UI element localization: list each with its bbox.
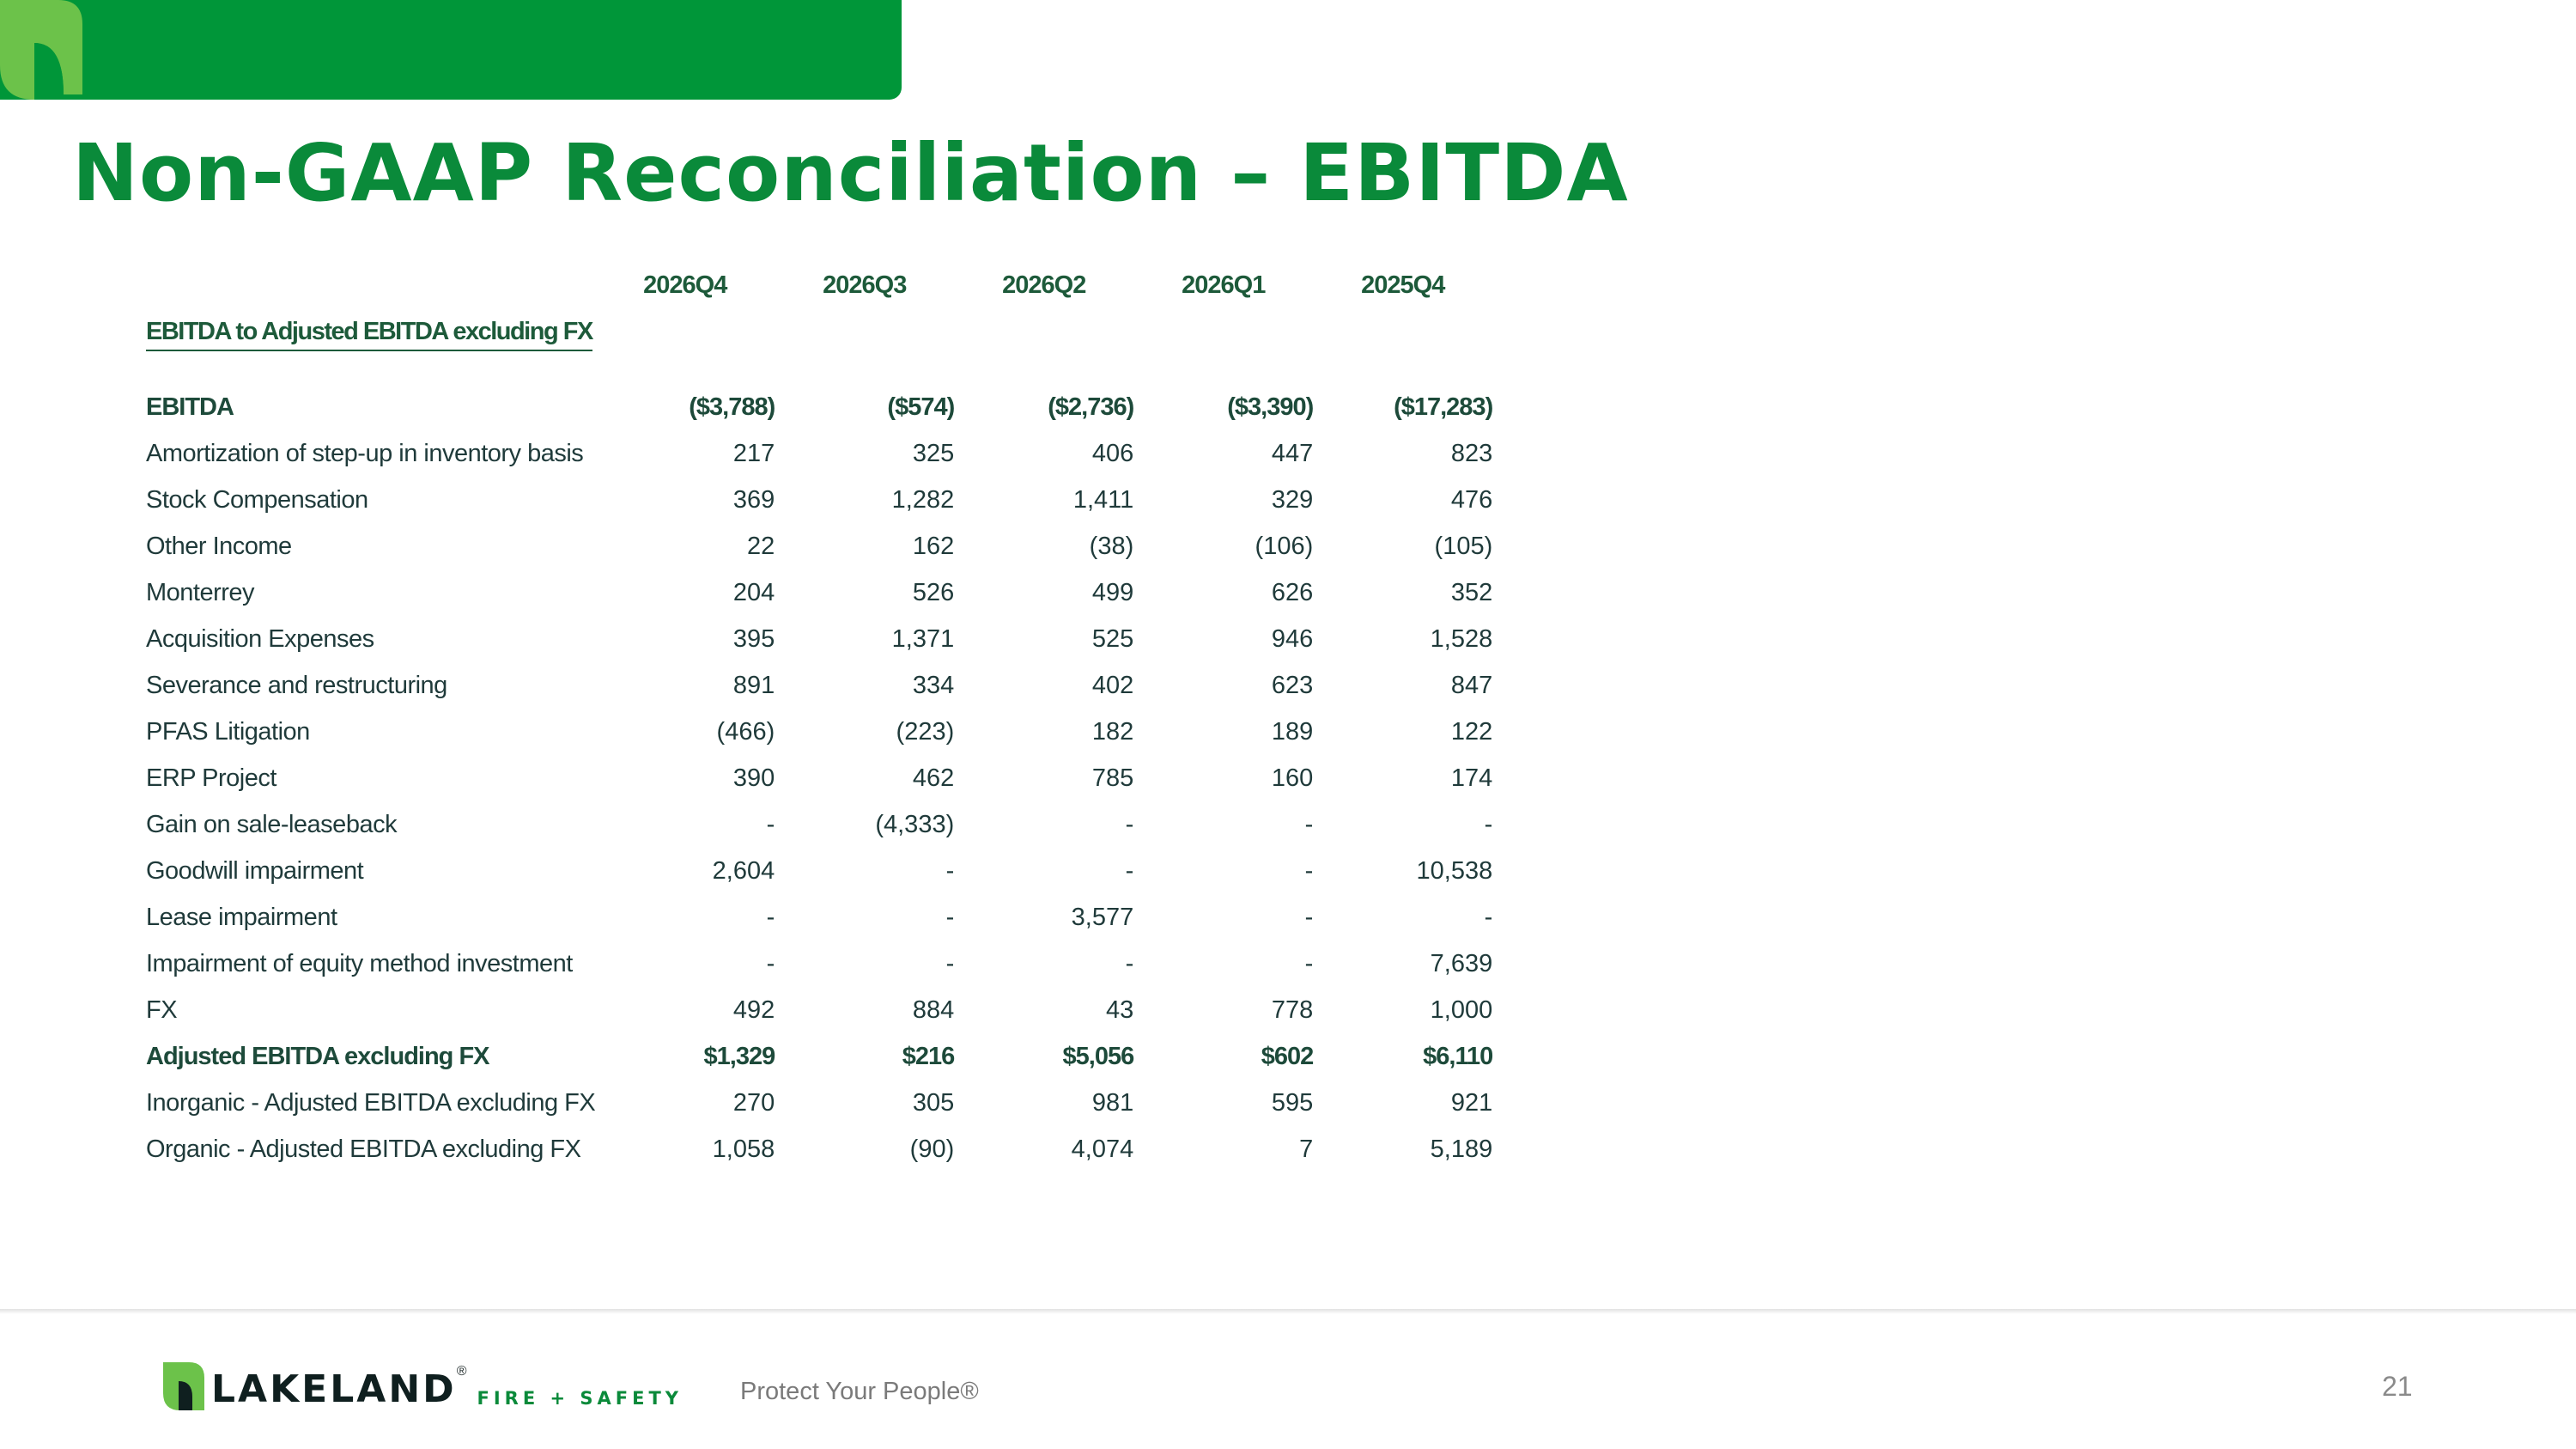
row-value: 160 [1271, 764, 1314, 792]
table-row [146, 477, 1492, 523]
header-bar [0, 0, 902, 100]
row-label: Goodwill impairment [146, 856, 364, 885]
row-value: 1,411 [1072, 485, 1134, 514]
table-row [146, 755, 1492, 801]
row-value: 204 [732, 578, 775, 606]
row-value: - [945, 903, 955, 931]
table-row [146, 941, 1492, 987]
row-value: 7,639 [1430, 949, 1493, 977]
tagline: Protect Your People® [740, 1378, 979, 1405]
row-value: - [945, 949, 955, 977]
row-value: 1,371 [891, 624, 955, 653]
row-value: 847 [1450, 671, 1493, 699]
table-row [146, 987, 1492, 1033]
row-value: 174 [1450, 764, 1493, 792]
row-value: 329 [1271, 485, 1314, 514]
row-value: 884 [912, 995, 955, 1024]
row-value: (4,333) [875, 810, 955, 838]
row-value: 447 [1271, 439, 1314, 467]
row-value: 4,074 [1071, 1135, 1134, 1163]
row-value: 525 [1091, 624, 1134, 653]
section-label: EBITDA to Adjusted EBITDA excluding FX [146, 318, 592, 351]
row-label: Gain on sale-leaseback [146, 810, 398, 838]
row-label: Stock Compensation [146, 485, 368, 514]
lakeland-leaf-icon [163, 1362, 204, 1410]
row-label: Inorganic - Adjusted EBITDA excluding FX [146, 1088, 596, 1117]
row-label: Organic - Adjusted EBITDA excluding FX [146, 1135, 581, 1163]
table-row [146, 894, 1492, 941]
table-header-row [146, 262, 1492, 308]
section-row [146, 308, 1492, 360]
row-value: 595 [1271, 1088, 1314, 1117]
row-label: EBITDA [146, 393, 234, 421]
row-value: - [1484, 903, 1493, 931]
row-value: 2,604 [712, 856, 775, 885]
header-blank-cell [146, 262, 595, 308]
row-value: - [1304, 949, 1314, 977]
table-row [146, 801, 1492, 848]
row-value: 390 [732, 764, 775, 792]
table-row [146, 848, 1492, 894]
row-value: 369 [732, 485, 775, 514]
row-value: - [1125, 949, 1134, 977]
row-value: $6,110 [1423, 1042, 1493, 1070]
row-label: Lease impairment [146, 903, 337, 931]
row-value: 526 [912, 578, 955, 606]
row-value: ($2,736) [1048, 393, 1134, 421]
row-value: - [1125, 856, 1134, 885]
row-label: Acquisition Expenses [146, 624, 374, 653]
column-header: 2026Q3 [823, 271, 907, 299]
row-value: ($574) [887, 393, 955, 421]
row-value: (105) [1434, 532, 1493, 560]
row-value: (90) [909, 1135, 955, 1163]
row-value: ($3,788) [689, 393, 775, 421]
row-value: - [1304, 810, 1314, 838]
footer-divider [0, 1309, 2576, 1314]
row-value: 217 [732, 439, 775, 467]
table-body [146, 308, 1492, 1172]
row-value: 182 [1091, 717, 1134, 746]
table-row [146, 709, 1492, 755]
row-value: 122 [1450, 717, 1493, 746]
row-value: 499 [1091, 578, 1134, 606]
table-row [146, 1033, 1492, 1080]
row-value: $216 [902, 1042, 955, 1070]
row-value: - [1304, 903, 1314, 931]
row-label: PFAS Litigation [146, 717, 310, 746]
row-value: 921 [1450, 1088, 1493, 1117]
row-label: Impairment of equity method investment [146, 949, 573, 977]
row-value: - [766, 903, 775, 931]
row-value: 778 [1271, 995, 1314, 1024]
row-value: 462 [912, 764, 955, 792]
row-value: 10,538 [1416, 856, 1493, 885]
row-value: (223) [896, 717, 955, 746]
row-value: 162 [912, 532, 955, 560]
page-title: Non-GAAP Reconciliation – EBITDA [72, 127, 1629, 219]
row-value: - [1484, 810, 1493, 838]
row-value: (466) [716, 717, 775, 746]
row-value: ($17,283) [1394, 393, 1493, 421]
row-value: 325 [912, 439, 955, 467]
row-value: 492 [732, 995, 775, 1024]
row-value: 476 [1450, 485, 1493, 514]
row-value: - [766, 810, 775, 838]
row-label: Amortization of step-up in inventory basis [146, 439, 584, 467]
spacer-row [146, 360, 1492, 384]
column-header: 2026Q1 [1182, 271, 1266, 299]
logo-subtext: FIRE + SAFETY [477, 1388, 683, 1409]
row-value: 626 [1271, 578, 1314, 606]
row-value: - [766, 949, 775, 977]
row-value: $1,329 [703, 1042, 775, 1070]
row-value: 270 [732, 1088, 775, 1117]
table-row [146, 384, 1492, 430]
row-value: 7 [1299, 1135, 1314, 1163]
row-value: 1,282 [891, 485, 955, 514]
row-value: 891 [732, 671, 775, 699]
reconciliation-table [146, 262, 1492, 1172]
row-value: 623 [1271, 671, 1314, 699]
row-value: 946 [1271, 624, 1314, 653]
row-value: 402 [1091, 671, 1134, 699]
company-logo [163, 1362, 683, 1410]
row-value: 981 [1091, 1088, 1134, 1117]
row-label: ERP Project [146, 764, 276, 792]
table-row [146, 569, 1492, 616]
page-number: 21 [2382, 1371, 2413, 1402]
table-row [146, 523, 1492, 569]
row-value: 1,528 [1430, 624, 1493, 653]
row-label: Severance and restructuring [146, 671, 447, 699]
row-value: 334 [912, 671, 955, 699]
table-row [146, 616, 1492, 662]
row-value: 1,000 [1430, 995, 1493, 1024]
row-value: 785 [1091, 764, 1134, 792]
row-label: Monterrey [146, 578, 255, 606]
table-row [146, 430, 1492, 477]
row-value: 3,577 [1071, 903, 1134, 931]
table-row [146, 1126, 1492, 1172]
row-value: - [945, 856, 955, 885]
column-header: 2026Q2 [1002, 271, 1086, 299]
row-value: 395 [732, 624, 775, 653]
row-value: 189 [1271, 717, 1314, 746]
logo-wordmark: LAKELAND [211, 1367, 457, 1411]
row-value: ($3,390) [1227, 393, 1314, 421]
row-label: Other Income [146, 532, 292, 560]
row-label: FX [146, 995, 178, 1024]
row-value: (106) [1255, 532, 1314, 560]
column-header: 2025Q4 [1361, 271, 1445, 299]
row-value: 43 [1105, 995, 1134, 1024]
table-row [146, 1080, 1492, 1126]
row-label: Adjusted EBITDA excluding FX [146, 1042, 489, 1070]
row-value: (38) [1089, 532, 1134, 560]
leaf-corner-icon [0, 0, 82, 100]
row-value: 1,058 [712, 1135, 775, 1163]
column-header: 2026Q4 [643, 271, 727, 299]
row-value: 305 [912, 1088, 955, 1117]
row-value: $5,056 [1062, 1042, 1134, 1070]
row-value: $602 [1261, 1042, 1314, 1070]
row-value: 352 [1450, 578, 1493, 606]
row-value: 406 [1091, 439, 1134, 467]
row-value: 5,189 [1430, 1135, 1493, 1163]
row-value: - [1125, 810, 1134, 838]
row-value: 823 [1450, 439, 1493, 467]
logo-registered-mark: ® [456, 1364, 467, 1379]
row-value: - [1304, 856, 1314, 885]
table-row [146, 662, 1492, 709]
row-value: 22 [746, 532, 775, 560]
